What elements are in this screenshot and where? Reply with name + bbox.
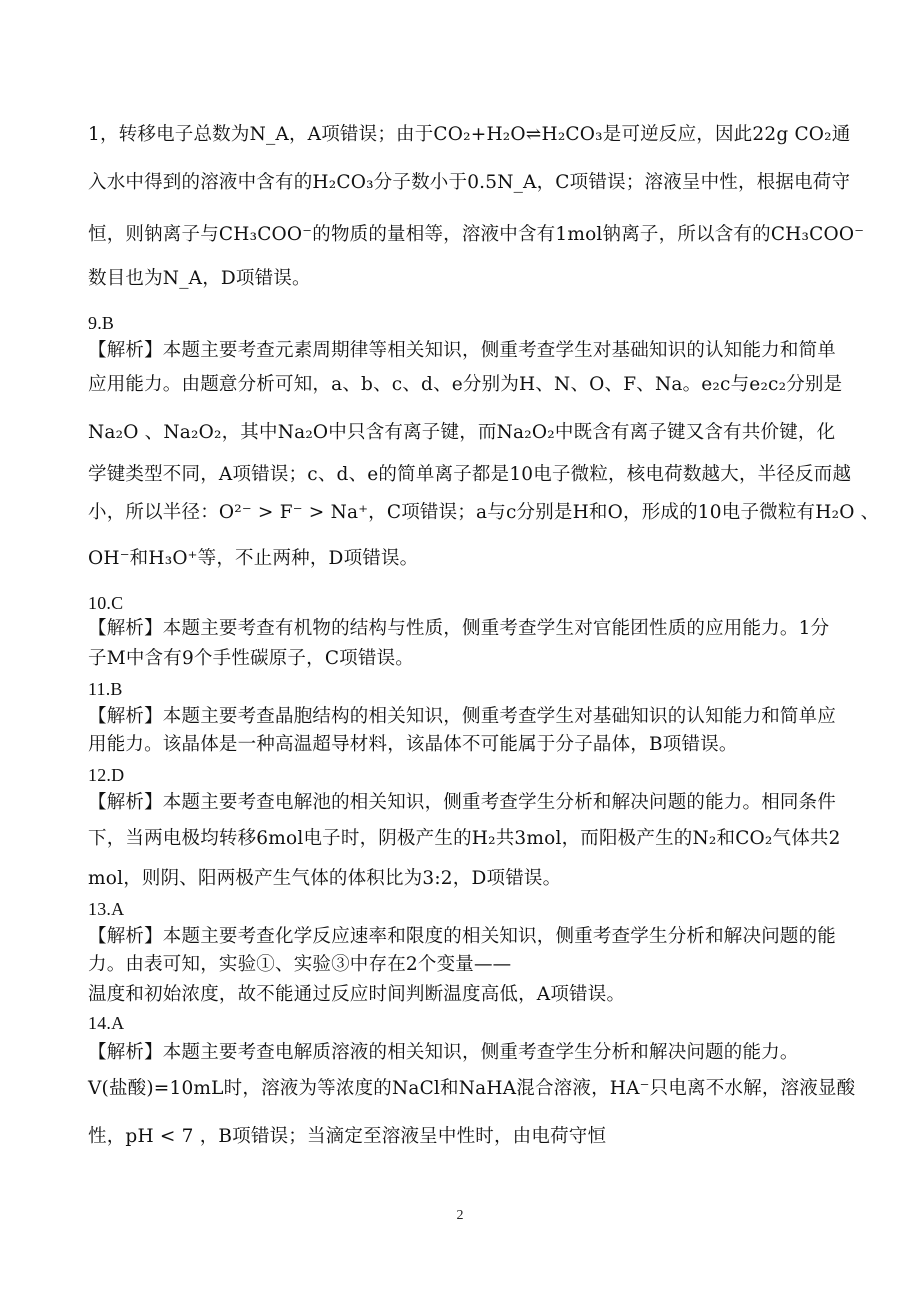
text-line: 力。由表可知，实验①、实验③中存在2个变量—— [88,954,512,975]
text-line: Na₂O 、Na₂O₂，其中Na₂O中只含有离子键，而Na₂O₂中既含有离子键又含有共价键，化 [88,422,836,443]
answer-number: 13.A [88,899,125,919]
text-line: 入水中得到的溶液中含有的H₂CO₃分子数小于0.5N_A，C项错误；溶液呈中性，根据电荷守 [88,172,851,193]
text-line: V(盐酸)=10mL时，溶液为等浓度的NaCl和NaHA混合溶液，HA⁻只电离不水解，溶液显酸 [88,1078,856,1099]
text-line: 1，转移电子总数为N_A，A项错误；由于CO₂+H₂O⇌H₂CO₃是可逆反应，因此22g CO₂通 [88,124,851,145]
text-line: 数目也为N_A，D项错误。 [88,268,311,289]
text-line: 学键类型不同，A项错误；c、d、e的简单离子都是10电子微粒，核电荷数越大，半径反而越 [88,464,852,485]
analysis-line: 【解析】本题主要考查电解质溶液的相关知识，侧重考查学生分析和解决问题的能力。 [88,1042,799,1063]
text-line: 性，pH < 7 ，B项错误；当滴定至溶液呈中性时，由电荷守恒 [88,1126,607,1147]
answer-number: 14.A [88,1013,125,1033]
answer-number: 9.B [88,313,115,333]
analysis-line: 【解析】本题主要考查化学反应速率和限度的相关知识，侧重考查学生分析和解决问题的能 [88,926,837,947]
answer-number: 11.B [88,679,123,699]
text-line: 小，所以半径：O²⁻ > F⁻ > Na⁺，C项错误；a与c分别是H和O，形成的10电子微粒有H₂O 、 [88,502,880,523]
text-line: 温度和初始浓度，故不能通过反应时间判断温度高低，A项错误。 [88,984,626,1005]
page-number: 2 [456,1208,464,1223]
answer-number: 12.D [88,765,125,785]
answer-number: 10.C [88,593,124,613]
analysis-line: 【解析】本题主要考查元素周期律等相关知识，侧重考查学生对基础知识的认知能力和简单 [88,340,837,361]
text-line: 恒，则钠离子与CH₃COO⁻的物质的量相等，溶液中含有1mol钠离子，所以含有的CH₃COO⁻ [88,224,865,245]
text-line: 用能力。该晶体是一种高温超导材料，该晶体不可能属于分子晶体，B项错误。 [88,734,738,755]
text-line: mol，则阴、阳两极产生气体的体积比为3:2，D项错误。 [88,868,562,889]
text-line: OH⁻和H₃O⁺等，不止两种，D项错误。 [88,548,419,569]
text-line: 下，当两电极均转移6mol电子时，阴极产生的H₂共3mol，而阳极产生的N₂和CO₂气体共2 [88,828,841,849]
analysis-line: 【解析】本题主要考查有机物的结构与性质，侧重考查学生对官能团性质的应用能力。1分 [88,618,830,639]
analysis-line: 【解析】本题主要考查晶胞结构的相关知识，侧重考查学生对基础知识的认知能力和简单应 [88,706,837,727]
text-line: 应用能力。由题意分析可知，a、b、c、d、e分别为H、N、O、F、Na。e₂c与e₂c₂分别是 [88,374,843,395]
text-line: 子M中含有9个手性碳原子，C项错误。 [88,648,414,669]
analysis-line: 【解析】本题主要考查电解池的相关知识，侧重考查学生分析和解决问题的能力。相同条件 [88,792,837,813]
